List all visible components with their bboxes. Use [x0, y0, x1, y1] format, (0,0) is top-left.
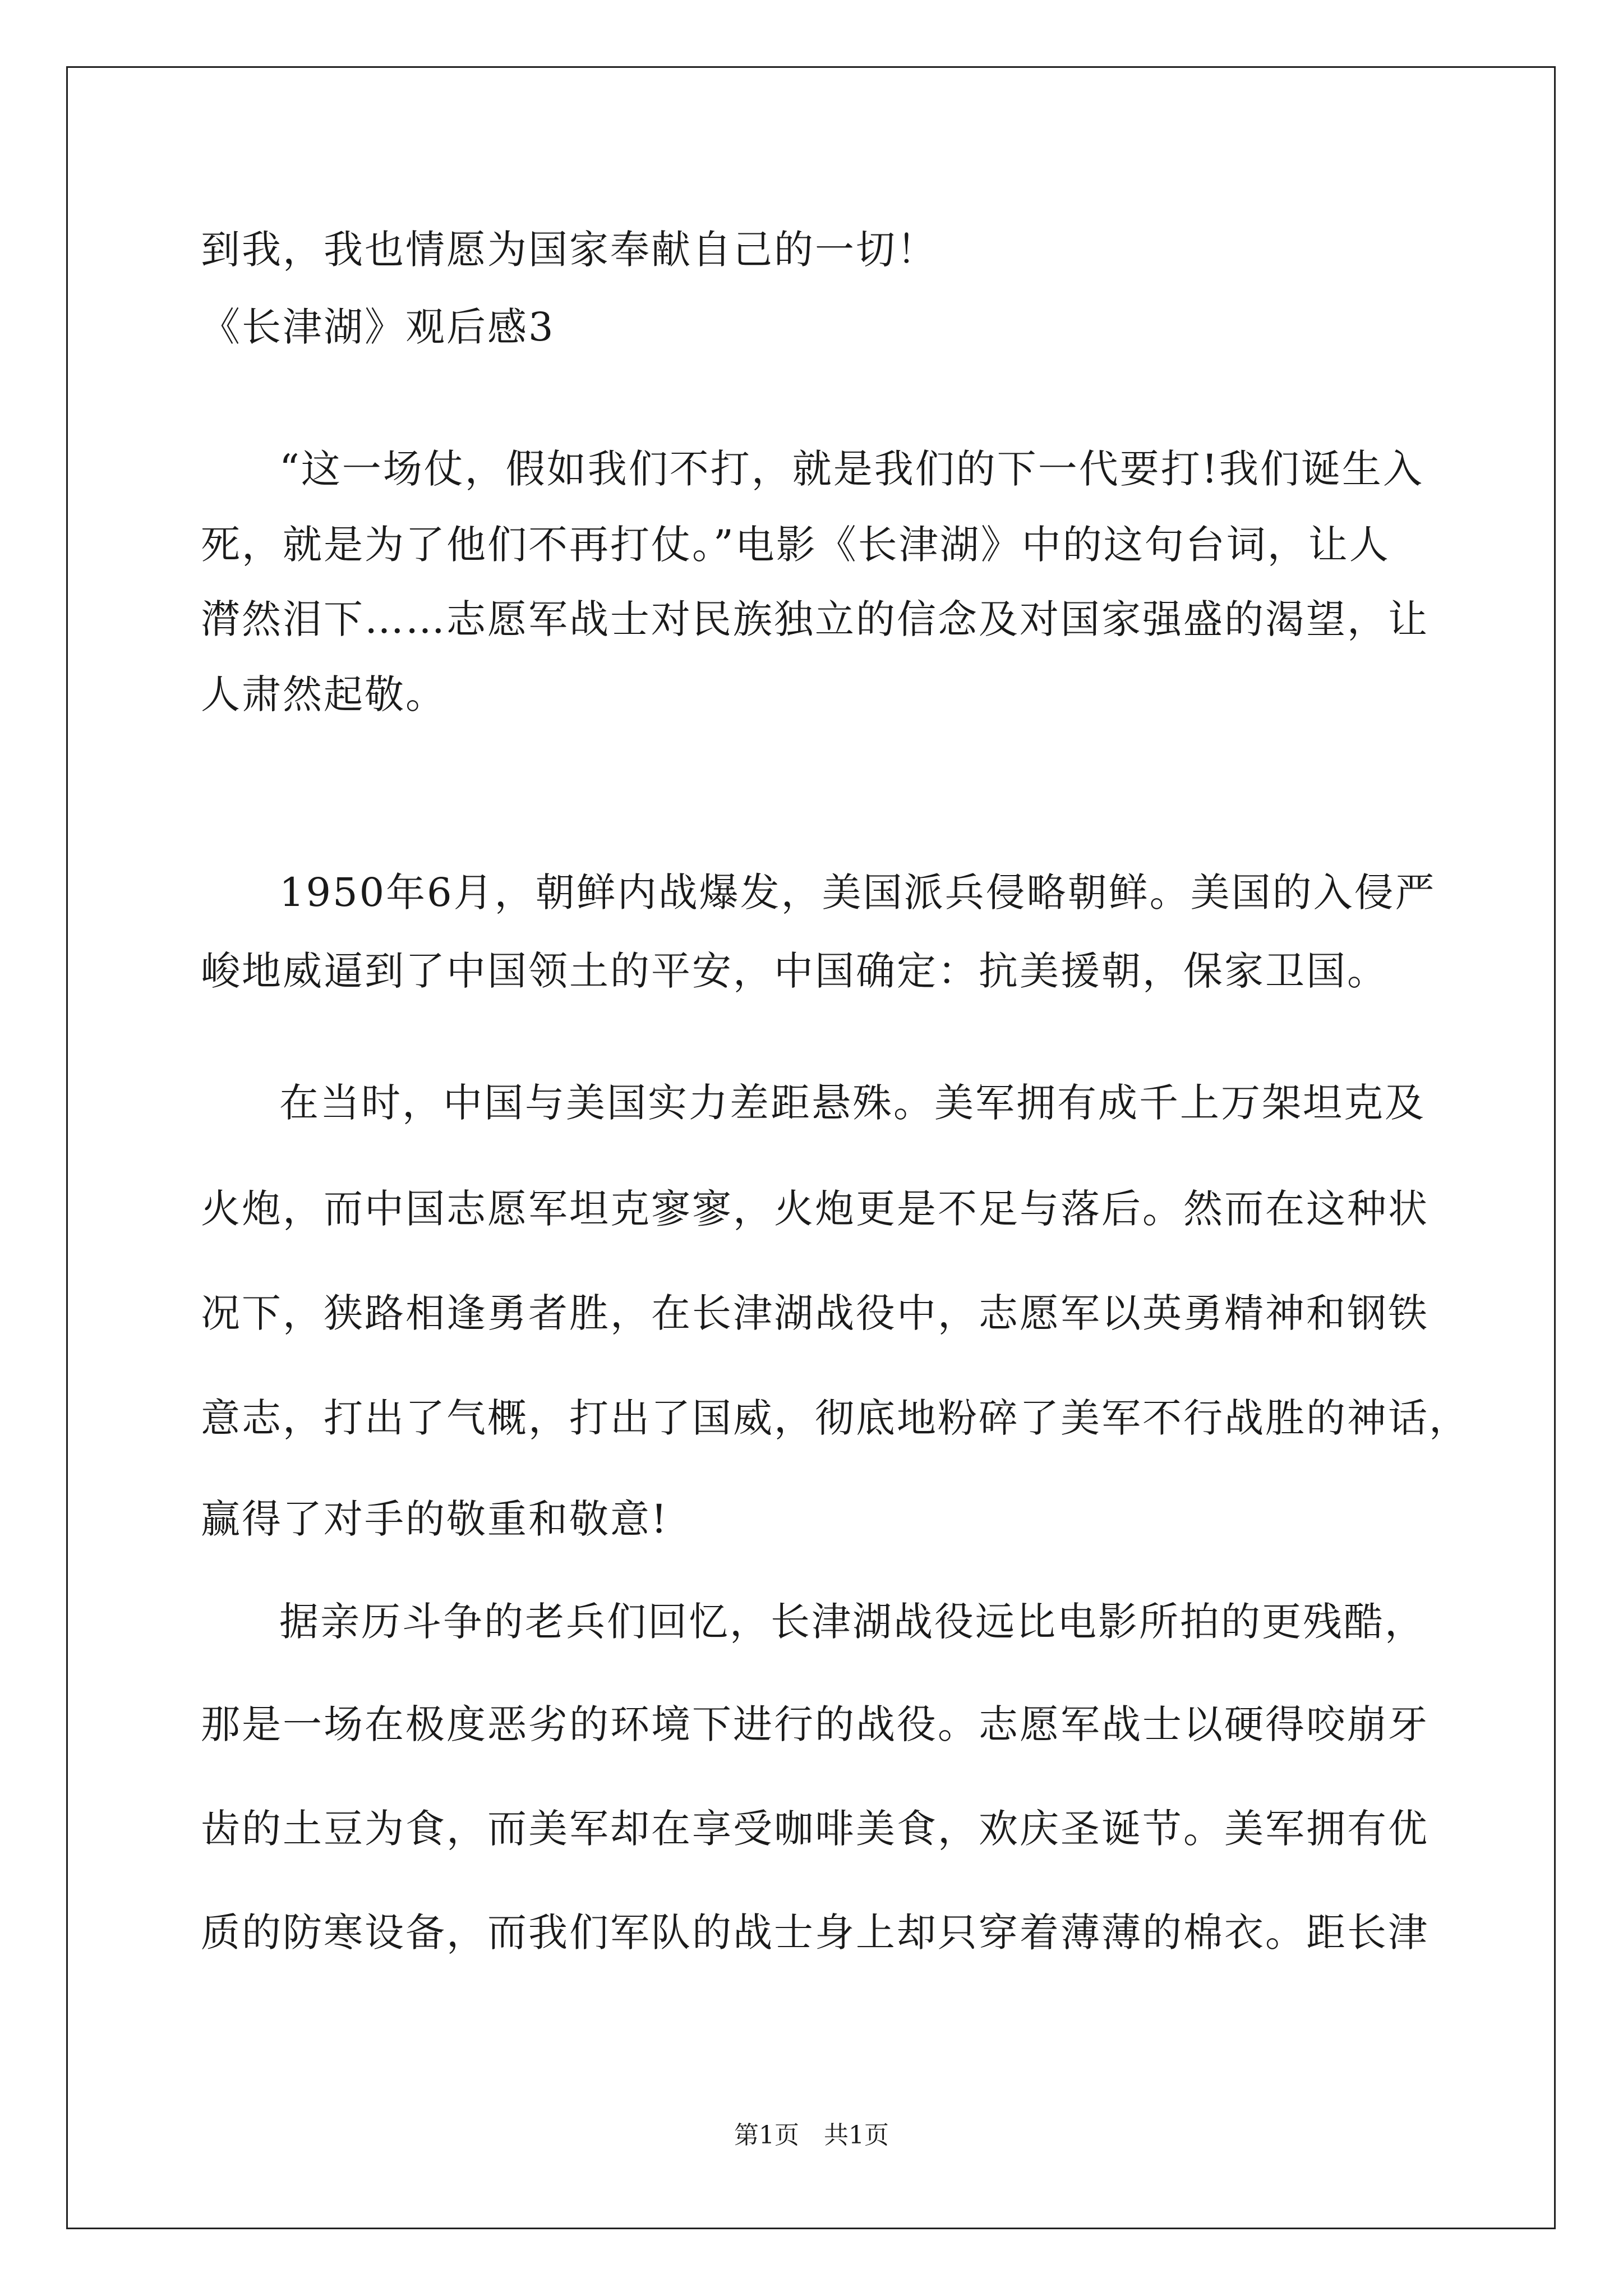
- page-frame: [66, 66, 1556, 2229]
- text-line: 质的防寒设备，而我们军队的战士身上却只穿着薄薄的棉衣。距长津: [201, 1910, 1429, 1955]
- text-line: 那是一场在极度恶劣的环境下进行的战役。志愿军战士以硬得咬崩牙: [201, 1701, 1429, 1747]
- text-line: 齿的土豆为食，而美军却在享受咖啡美食，欢庆圣诞节。美军拥有优: [201, 1806, 1429, 1852]
- text-line: 到我，我也情愿为国家奉献自己的一切！: [201, 227, 938, 273]
- section-heading: 《长津湖》观后感3: [201, 304, 555, 350]
- text-line: 死，就是为了他们不再打仗。”电影《长津湖》中的这句台词，让人: [201, 522, 1390, 568]
- text-line: 据亲历斗争的老兵们回忆，长津湖战役远比电影所拍的更残酷，: [279, 1599, 1426, 1645]
- text-line: 潸然泪下……志愿军战士对民族独立的信念及对国家强盛的渴望，让: [201, 596, 1429, 642]
- page-footer: 第1页 共1页: [734, 2121, 889, 2150]
- text-line: 峻地威逼到了中国领土的平安，中国确定：抗美援朝，保家卫国。: [201, 948, 1388, 994]
- text-line: 1950年6月，朝鲜内战爆发，美国派兵侵略朝鲜。美国的入侵严: [279, 869, 1436, 915]
- text-line: 况下，狭路相逢勇者胜，在长津湖战役中，志愿军以英勇精神和钢铁: [201, 1290, 1429, 1336]
- text-line: “这一场仗，假如我们不打，就是我们的下一代要打!我们诞生入: [279, 446, 1424, 492]
- text-line: 火炮，而中国志愿军坦克寥寥，火炮更是不足与落后。然而在这种状: [201, 1186, 1429, 1232]
- text-line: 在当时，中国与美国实力差距悬殊。美军拥有成千上万架坦克及: [279, 1080, 1426, 1126]
- text-line: 赢得了对手的敬重和敬意!: [201, 1496, 669, 1542]
- text-line: 意志，打出了气概，打出了国威，彻底地粉碎了美军不行战胜的神话，: [201, 1395, 1470, 1441]
- text-line: 人肃然起敬。: [201, 671, 446, 717]
